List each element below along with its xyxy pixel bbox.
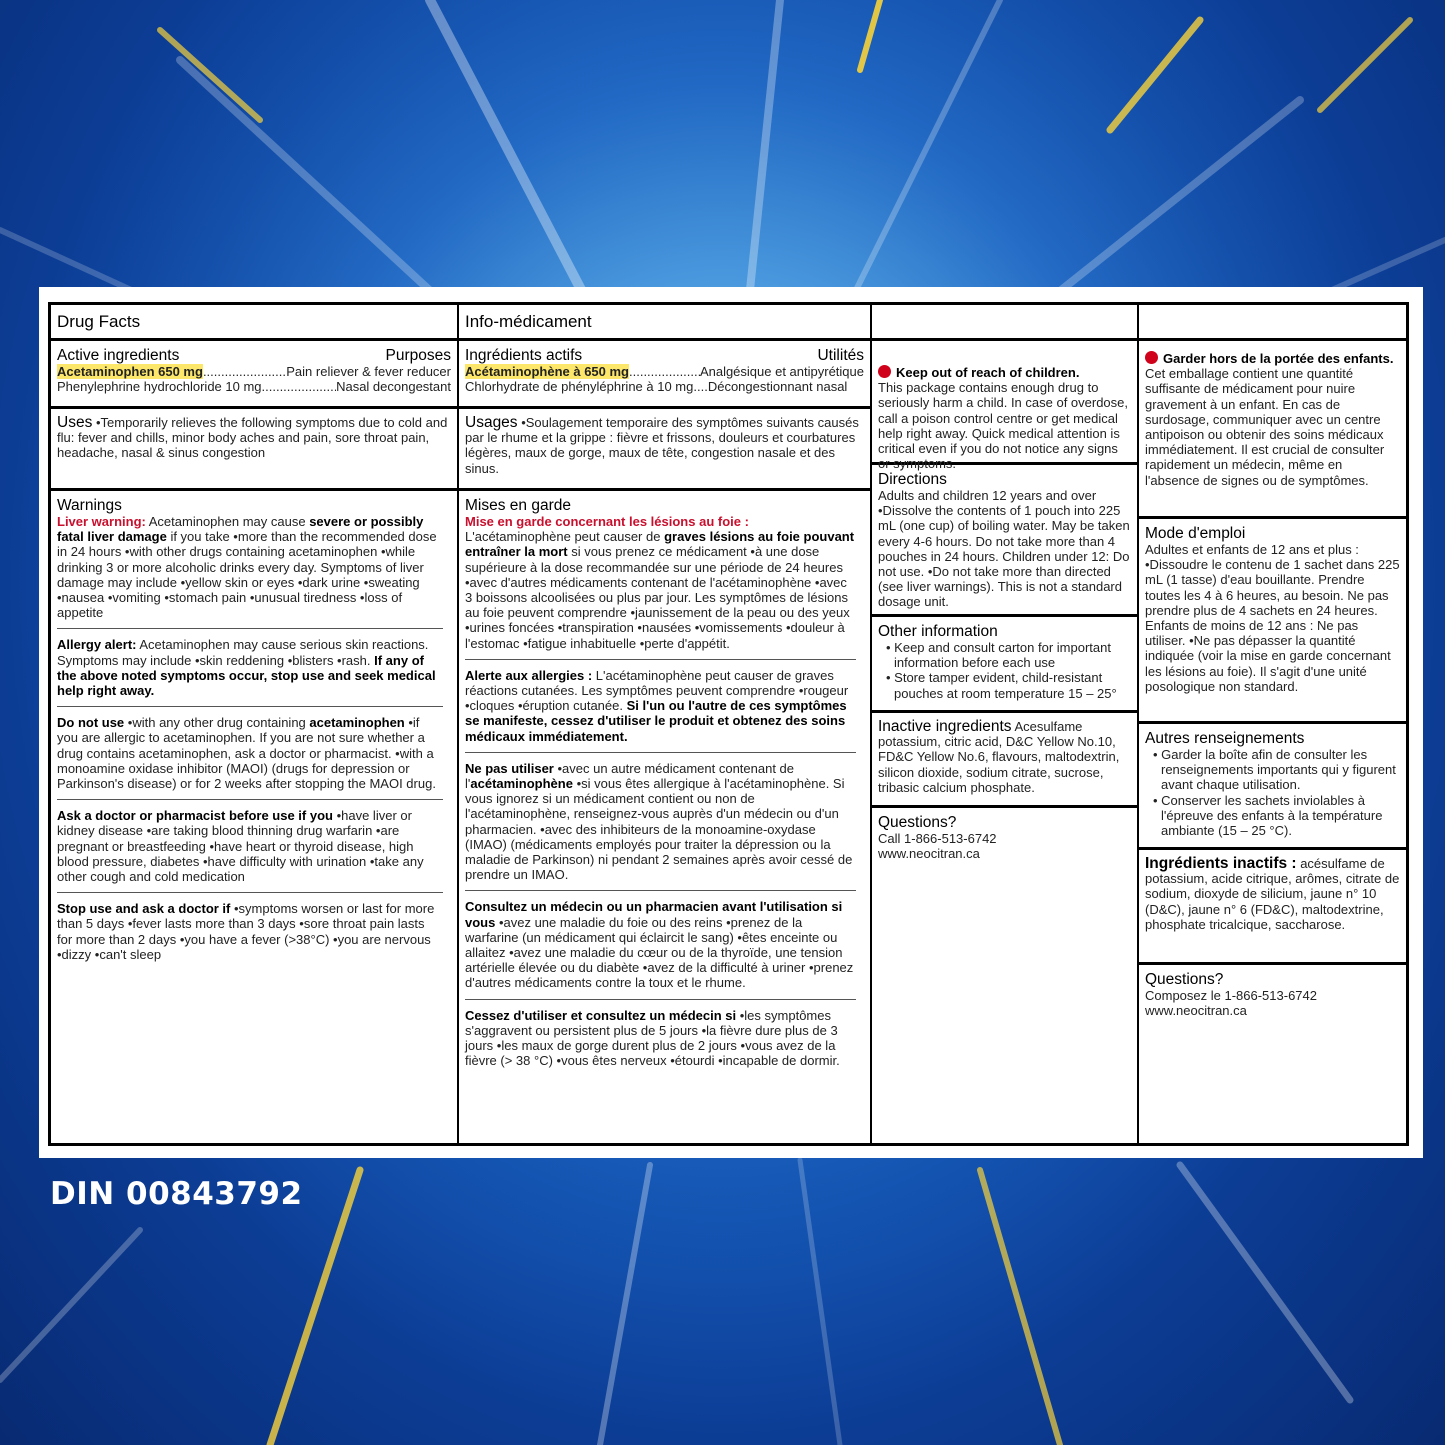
other-information-section (872, 617, 1137, 713)
lesions-foie-text: L'acétaminophène peut causer de (465, 529, 665, 545)
ingredient-fr-2-purpose: Décongestionnant nasal (707, 379, 848, 395)
usages-text: •Soulagement temporaire des symptômes suivants causés par le rhume et la grippe : fièvre et frissons, douleurs et courbatures légères, maux de gorge, maux de tête, congestion nasale et des sinus. (465, 415, 859, 476)
ne-pas-utiliser-text: •avec un autre médicament contenant de l' (465, 760, 795, 792)
active-ingredients-section (51, 341, 457, 409)
mode-emploi-section (1139, 519, 1406, 724)
consultez-medecin (465, 891, 856, 999)
ingredient-1-name: Acetaminophen 650 mg (57, 364, 203, 379)
stop-use-label: Stop use and ask a doctor if (57, 901, 231, 917)
consultez-medecin-text: •avez une maladie du foie ou des reins •prenez de la warfarine (un médicament qui éclaircit le sang) •êtes enceinte ou allaitez •avez une maladie du cœur ou de la thyroïde, une tension artérielle élevée ou du diabète •avez de la difficulté à uriner •prenez d'autres médicaments contre la toux et le rhume. (465, 914, 854, 991)
column-info-medicament-fr (459, 305, 872, 1143)
autres-renseignements-title: Autres renseignements (1145, 730, 1305, 747)
inactive-ingredients-section (872, 713, 1137, 808)
garder-hors-portee-section (1139, 341, 1406, 519)
garder-hors-text: Cet emballage contient une quantité suffisante de médicament pour nuire gravement à un enfant. En cas de surdosage, communiquer avec un centre antipoison ou obtenir des soins médicaux immédiatement. Il est crucial de consulter rapidement un médecin, même en l'absence de signes ou de symptômes. (1145, 366, 1385, 488)
ingredients-inactifs-text: acésulfame de potassium, acide citrique, arômes, citrate de sodium, dioxyde de silicium, jaune n° 10 (D&C), jaune n° 6 (FD&C), maltodextrine, phosphate tricalcique, saccharose. (1145, 856, 1400, 932)
alerte-allergies (465, 660, 856, 753)
questions-fr-phone: Composez le 1-866-513-6742 (1145, 988, 1317, 1003)
ingredient-2-name: Phenylephrine hydrochloride 10 mg (57, 379, 262, 395)
lesions-foie-warning (465, 514, 856, 660)
ingredients-inactifs-title: Ingrédients inactifs : (1145, 855, 1297, 872)
do-not-use-label: Do not use (57, 715, 125, 731)
questions-section (872, 808, 1137, 865)
lesions-foie-label: Mise en garde concernant les lésions au foie : (465, 514, 749, 529)
keep-out-label: Keep out of reach of children. (896, 365, 1080, 380)
mises-en-garde-section (459, 491, 870, 1081)
autres-renseignements-item: • Conserver les sachets inviolables à l'épreuve des enfants à la température ambiante (15 – 25 °C). (1153, 792, 1383, 839)
usages-section (459, 409, 870, 491)
cessez-utiliser-label: Cessez d'utiliser et consultez un médecin si (465, 1007, 737, 1023)
autres-renseignements-item: • Garder la boîte afin de consulter les renseignements importants qui y figurent avant chaque utilisation. (1153, 747, 1396, 793)
questions-fr-section (1139, 965, 1406, 1022)
directions-text: Adults and children 12 years and over •Dissolve the contents of 1 pouch into 225 mL (one cup) of boiling water. May be taken every 4-6 hours. Do not take more than 4 pouches in 24 hours. Children under 12: Do not use. •Do not take more than directed (see liver warnings). This is not a standard dosage unit. (878, 488, 1130, 610)
ingredients-actifs-heading-row (465, 347, 864, 364)
column-3-header (872, 305, 1137, 341)
ne-pas-utiliser (465, 753, 856, 892)
leader-dots (262, 379, 337, 394)
info-medicament-header: Info-médicament (459, 305, 870, 341)
utilites-title: Utilités (817, 347, 864, 364)
inactive-ingredients-title: Inactive ingredients (878, 718, 1012, 735)
warnings-section (51, 491, 457, 974)
ingredient-fr-row-2 (465, 379, 864, 394)
stop-use-text: •symptoms worsen or last for more than 5 days •fever lasts more than 3 days •sore throat pain lasts for more than 2 days •you have a fever (>38°C) •you are nervous •dizzy •can't sleep (57, 901, 435, 962)
column-drug-facts-en (51, 305, 459, 1143)
questions-phone: Call 1-866-513-6742 (878, 831, 997, 846)
other-info-item: • Keep and consult carton for important information before each use (886, 640, 1111, 671)
usages-title: Usages (465, 414, 518, 431)
liver-warning-bold: severe or possibly fatal liver damage (57, 514, 424, 545)
autres-renseignements-list (1145, 747, 1400, 838)
drug-facts-table (48, 302, 1409, 1146)
uses-title: Uses (57, 414, 93, 431)
warnings-title: Warnings (57, 497, 122, 514)
column-en-continued (872, 305, 1139, 1143)
lesions-foie-bold: graves lésions au foie pouvant entraîner la mort (465, 529, 855, 560)
ingredient-row-1 (57, 364, 451, 379)
questions-website: www.neocitran.ca (878, 846, 980, 862)
do-not-use (57, 707, 443, 800)
ingredients-actifs-section (459, 341, 870, 409)
directions-title: Directions (878, 471, 947, 488)
uses-section (51, 409, 457, 491)
allergy-alert (57, 629, 443, 707)
keep-out-heading (878, 365, 1131, 380)
other-info-item: • Store tamper evident, child-resistant pouches at room temperature 15 – 25° (886, 670, 1117, 701)
ingredients-actifs-title: Ingrédients actifs (465, 347, 583, 364)
column-fr-continued (1139, 305, 1406, 1143)
cessez-utiliser (465, 1000, 856, 1077)
liver-warning-text: Acetaminophen may cause (145, 514, 310, 529)
garder-hors-label: Garder hors de la portée des enfants. (1163, 351, 1394, 366)
liver-warning-text-2: if you take •more than the recommended dose in 24 hours •with other drugs containing acetaminophen •while drinking 3 or more alcoholic drinks every day. Symptoms of liver damage may include •yellow skin or eyes •dark urine •sweating •nausea •vomiting •stomach pain •unusual tiredness •loss of appetite (57, 529, 437, 621)
uses-text: •Temporarily relieves the following symptoms due to cold and flu: fever and chills, minor body aches and pain, sore throat pain, headache, nasal & sinus congestion (57, 415, 448, 461)
alerte-allergies-text: L'acétaminophène peut causer de graves réactions cutanées. Les symptômes peuvent comprendre •rougeur •cloques •éruption cutanée. (465, 667, 849, 714)
ingredient-row-2 (57, 379, 451, 394)
mises-en-garde-title: Mises en garde (465, 497, 571, 514)
ne-pas-utiliser-text-2: •si vous êtes allergique à l'acétaminophène. Si vous ignorez si un médicament contient ou non de l'acétaminophène, renseignez-vous auprès d'un médecin ou d'un pharmacien. •avec des inhibiteurs de la monoamine-oxydase (IMAO) (médicaments employés pour traiter la dépression ou la maladie de Parkinson) ni pendant 2 semaines après avoir cessé de prendre un IMAO. (465, 776, 853, 883)
ingredient-fr-2-name: Chlorhydrate de phényléphrine à 10 mg.... (465, 379, 708, 395)
other-information-list (878, 640, 1131, 701)
ingredient-fr-1-name: Acétaminophène à 650 mg (465, 364, 629, 379)
active-ingredients-title: Active ingredients (57, 347, 180, 364)
ingredient-fr-1-purpose: Analgésique et antipyrétique (699, 364, 864, 379)
ne-pas-utiliser-label: Ne pas utiliser (465, 760, 554, 776)
warning-dot-icon (1145, 351, 1158, 364)
cessez-utiliser-text: •les symptômes s'aggravent ou persistent plus de 5 jours •la fièvre dure plus de 3 jours •les maux de gorge durent plus de 2 jours •vous avez de la fièvre (> 38 °C) •vous êtes nerveux •étourdi •incapable de dormir. (465, 1007, 840, 1069)
liver-warning-label: Liver warning: (57, 514, 146, 529)
purposes-title: Purposes (385, 347, 451, 364)
autres-renseignements-section (1139, 724, 1406, 850)
alerte-allergies-bold: Si l'un ou l'autre de ces symptômes se manifeste, cessez d'utiliser le produit et obtenez des soins médicaux immédiatement. (465, 698, 847, 744)
keep-out-text: This package contains enough drug to seriously harm a child. In case of overdose, call a poison control centre or get medical help right away. Quick medical attention is critical even if you do not notice any signs or symptoms. (878, 380, 1129, 472)
ingredient-1-purpose: Pain reliever & fever reducer (286, 364, 451, 379)
ask-doctor-label: Ask a doctor or pharmacist before use if you (57, 808, 333, 824)
consultez-medecin-label: Consultez un médecin ou un pharmacien avant l'utilisation si vous (465, 899, 843, 930)
ask-doctor-text: •have liver or kidney disease •are taking blood thinning drug warfarin •are pregnant or breastfeeding •have heart or thyroid disease, high blood pressure, diabetes •have difficulty with urination •take any other cough and cold medication (57, 808, 424, 885)
mode-emploi-text: Adultes et enfants de 12 ans et plus : •Dissoudre le contenu de 1 sachet dans 225 mL (1 tasse) d'eau bouillante. Prendre toutes les 4 à 6 heures, au besoin. Ne pas prendre plus de 4 sachets en 24 heures. Enfants de moins de 12 ans : Ne pas utiliser. •Ne pas dépasser la quantité indiquée (voir la mise en garde concernant les lésions au foie). Il s'agit d'une unité posologique non standard. (1145, 542, 1400, 694)
directions-section (872, 465, 1137, 617)
allergy-alert-bold: If any of the above noted symptoms occur, stop use and seek medical help right away. (57, 652, 436, 699)
mode-emploi-title: Mode d'emploi (1145, 525, 1246, 542)
allergy-alert-label: Allergy alert: (57, 637, 137, 653)
ingredient-2-purpose: Nasal decongestant (336, 379, 451, 395)
other-information-title: Other information (878, 623, 998, 640)
ingredients-inactifs-section (1139, 850, 1406, 965)
allergy-alert-text: Acetaminophen may cause serious skin reactions. Symptoms may include •skin reddening •blisters •rash. (57, 637, 429, 668)
ne-pas-utiliser-bold: acétaminophène (470, 776, 573, 792)
leader-dots (629, 364, 700, 379)
liver-warning (57, 514, 443, 629)
warning-dot-icon (878, 365, 891, 378)
lesions-foie-text-2: si vous prenez ce médicament •à une dose supérieure à la dose recommandée sur une période de 24 heures •avec d'autres médicaments contenant de l'acétaminophène •avec 3 boissons alcoolisées ou plus par jour. Les symptômes de lésions au foie peuvent comprendre •jaunissement de la peau ou des yeux •urines foncées •transpiration •nausées •vomissements •douleur à l'estomac •fatigue inhabituelle •perte d'appétit. (465, 544, 850, 651)
questions-fr-website: www.neocitran.ca (1145, 1003, 1247, 1019)
inactive-ingredients-text: Acesulfame potassium, citric acid, D&C Yellow No.10, FD&C Yellow No.6, flavours, maltodextrin, silicon dioxide, sodium citrate, sucrose, tribasic calcium phosphate. (878, 719, 1120, 795)
drug-facts-header: Drug Facts (51, 305, 457, 341)
din-number: DIN 00843792 (50, 1176, 303, 1212)
keep-out-of-reach-section (872, 341, 1137, 472)
ask-doctor (57, 800, 443, 893)
do-not-use-bold: acetaminophen (309, 715, 405, 731)
stop-use (57, 893, 443, 970)
questions-fr-title: Questions? (1145, 971, 1224, 988)
do-not-use-text-2: •if you are allergic to acetaminophen. If you are not sure whether a drug contains acetaminophen, ask a doctor or pharmacist. •with a monoamine oxidase inhibitor (MAOI) (drugs for depression or Parkinson's disease) or for 2 weeks after stopping the MAOI drug. (57, 715, 436, 792)
ingredient-fr-row-1 (465, 364, 864, 379)
leader-dots (203, 364, 286, 379)
questions-title: Questions? (878, 814, 957, 831)
do-not-use-text: •with any other drug containing (124, 715, 310, 731)
alerte-allergies-label: Alerte aux allergies : (465, 667, 593, 683)
column-4-header (1139, 305, 1406, 341)
active-ingredients-heading-row (57, 347, 451, 364)
